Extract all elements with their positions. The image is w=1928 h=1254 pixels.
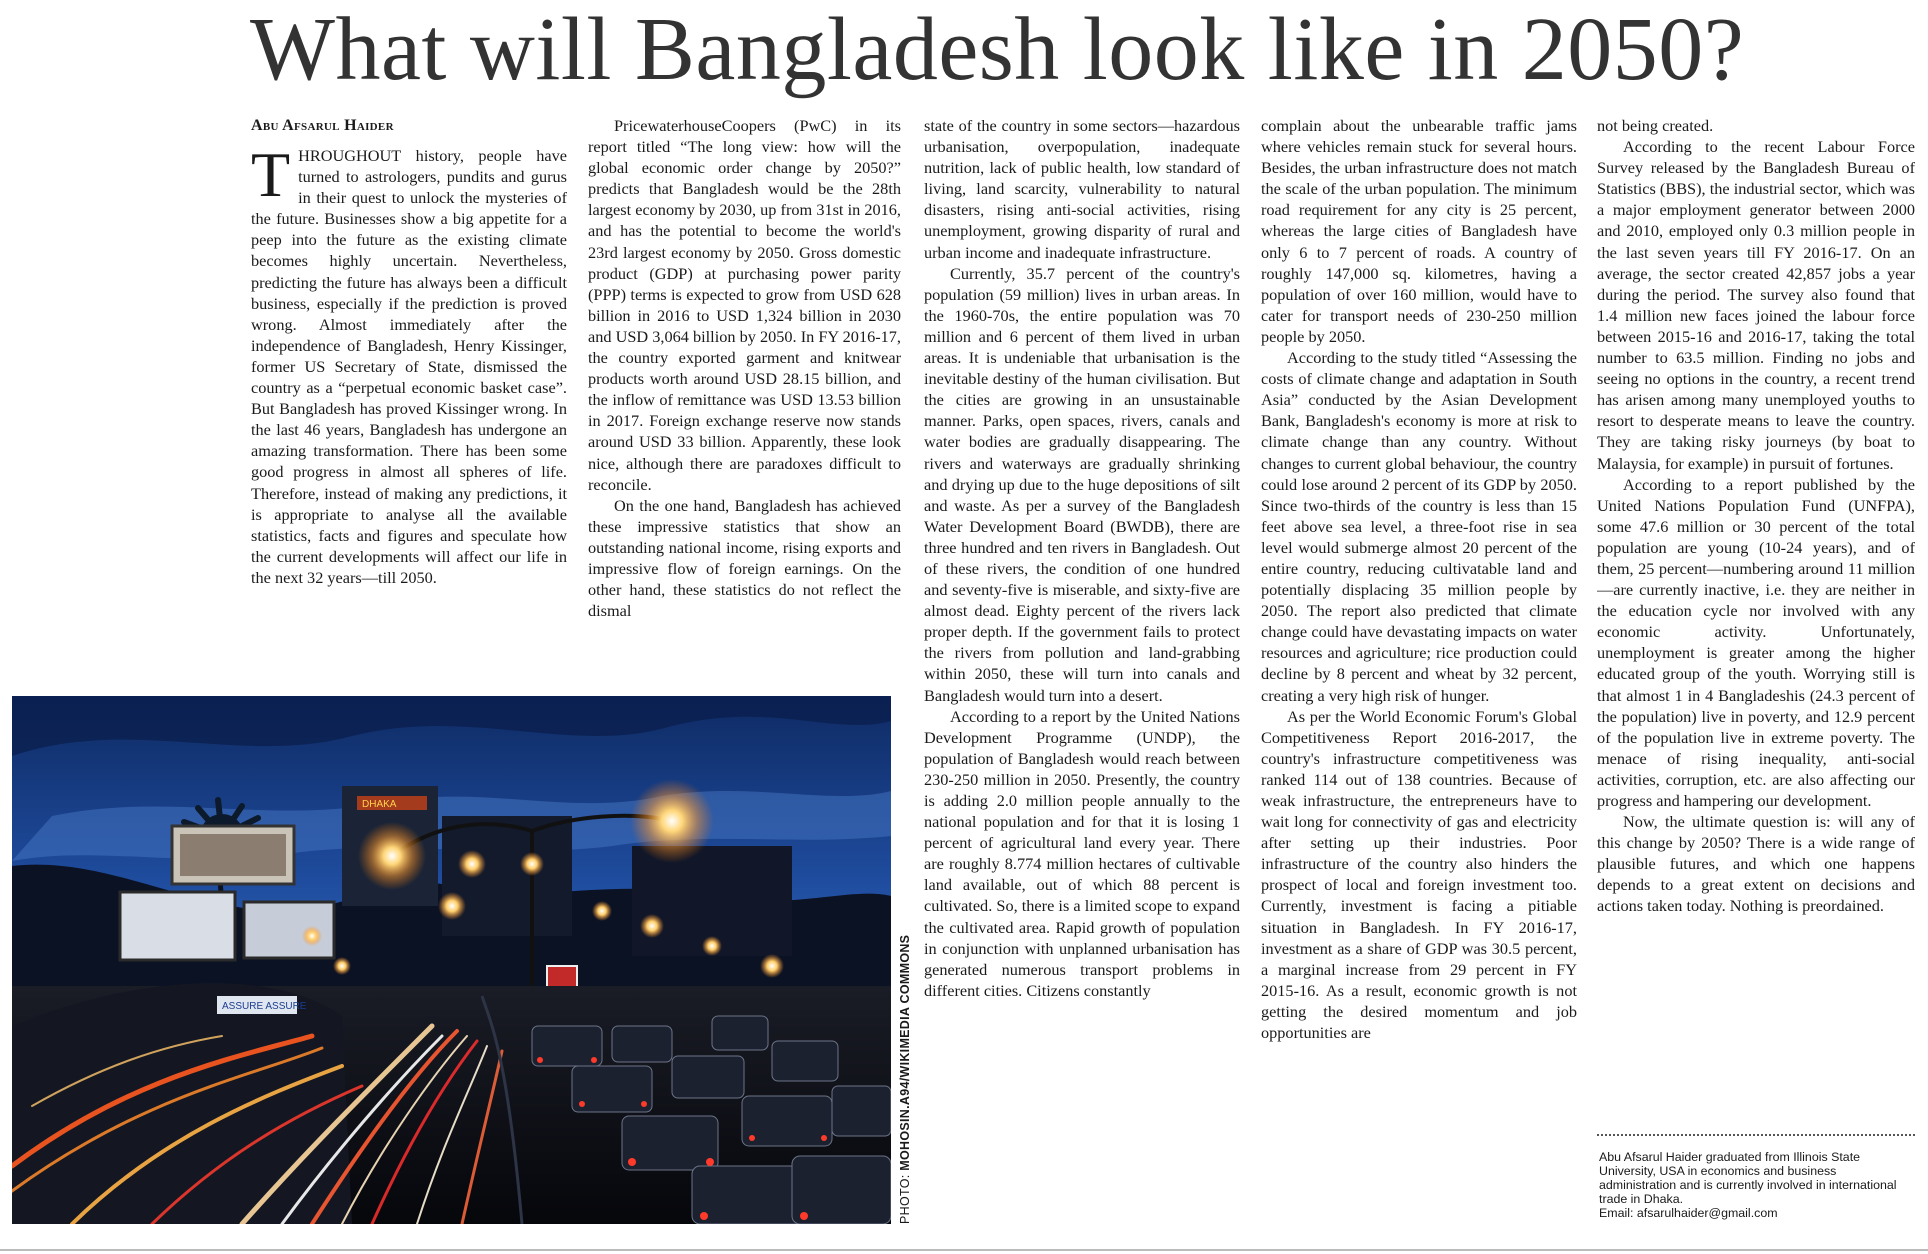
divider xyxy=(1597,1134,1915,1136)
lead-in-smallcaps: HROUGHOUT xyxy=(298,146,402,165)
headline: What will Bangladesh look like in 2050? xyxy=(250,0,1745,99)
page-bottom-rule xyxy=(0,1249,1928,1251)
photo-credit-name: MOHOSIN.A94/WIKIMEDIA COMMONS xyxy=(898,934,912,1171)
photo-credit-prefix: PHOTO: xyxy=(898,1174,912,1224)
city-traffic-photo xyxy=(12,696,891,1224)
paragraph: On the one hand, Bangladesh has achieved these impressive statistics that show an outstanding national income, rising exports and impressive flow of foreign earnings. On the other hand, these statistics do not reflect the dismal xyxy=(588,495,901,621)
paragraph: PricewaterhouseCoopers (PwC) in its report titled “The long view: how will the global economic order change by 2050?” predicts that Bangladesh would be the 28th largest economy by 2030, up from 31st in 2016, and has the potential to become the world's 23rd largest economy by 2050. Gross domestic product (GDP) at purchasing power parity (PPP) terms is expected to grow from USD 628 billion in 2016 to USD 1,324 billion in 2030 and USD 3,064 billion by 2050. In FY 2016-17, the country exported garment and knitwear products worth around USD 28.15 billion, and the inflow of remittance was USD 13.53 billion in 2017. Foreign exchange reserve now stands around USD 33 billion. Apparently, these look nice, although there are paradoxes difficult to reconcile. xyxy=(588,116,901,494)
paragraph: As per the World Economic Forum's Global Competitiveness Report 2016-2017, the country's infrastructure competitiveness was ranked 114 out of 138 countries. Because of weak infrastructure, the entrepreneurs have to wait long for connectivity of gas and electricity after setting up their industries. Poor infrastructure of the country also hinders the prospect of local and foreign investment too. Currently, investment is facing a pitiable situation in Bangladesh. In FY 2016-17, investment as a share of GDP was 30.5 percent, a marginal increase from 29 percent in FY 2015-16. As a result, economic growth is not getting the desired momentum and job opportunities are xyxy=(1261,706,1577,1043)
paragraph: complain about the unbearable traffic jams where vehicles remain stuck for several hours. Besides, the urban infrastructure does not match the scale of the urban population. The minimum road requirement for any city is 25 percent, whereas the large cities of Bangladesh have only 6 to 7 percent of roads. A country of roughly 147,000 sq. kilometres, having a population of over 160 million, would have to cater for transport needs of 230-250 million people by 2050. xyxy=(1261,116,1577,346)
byline: Abu Afsarul Haider xyxy=(251,117,394,134)
paragraph: According to a report published by the United Nations Population Fund (UNFPA), some 47.6 million or 30 percent of the total population are young (10-24 years), and of them, 25 percent—numbering around 11 million—are currently inactive, i.e. they are neither in the education cycle nor involved with any economic activity. Unfortunately, unemployment is greater among the higher educated group of the youth. Worrying still is that almost 1 in 4 Bangladeshis (24.3 percent of the population) live in poverty, and 12.9 percent of the population live in extreme poverty. The menace of rising inequality, anti-social activities, corruption, etc. are also affecting our progress and hampering our development. xyxy=(1597,474,1915,810)
paragraph: According to a report by the United Nations Development Programme (UNDP), the population of Bangladesh would reach between 230-250 million in 2050. Presently, the country is adding 2.0 million people annually to the national population and for that it is losing 1 percent of agricultural land every year. There are roughly 8.774 million hectares of cultivable land available, out of which 88 percent is cultivated. So, there is a limited scope to expand the cultivated area. Rapid growth of population in conjunction with unplanned urbanisation has generated numerous transport problems in different cities. Citizens constantly xyxy=(924,706,1240,1000)
article-column-5 xyxy=(1597,115,1915,1125)
paragraph: Currently, 35.7 percent of the country's population (59 million) lives in urban areas. In the 1960-70s, the entire population was 70 million and 6 percent of them lived in urban areas. It is undeniable that urbanisation is the inevitable destiny of the human civilisation. But the cities are growing in an unsustainable manner. Parks, open spaces, rivers, canals and water bodies are gradually disappearing. The rivers and waterways are gradually shrinking and drying up due to the huge depositions of silt and waste. As per a survey of the Bangladesh Water Development Board (BWDB), there are three hundred and ten rivers in Bangladesh. Out of these rivers, the condition of one hundred and seventy-five is miserable, and sixty-five are almost dead. Eighty percent of the rivers lack proper depth. If the government fails to protect the rivers from pollution and land-grabbing within 2050, these will turn into canals and Bangladesh would turn into a desert. xyxy=(924,263,1240,705)
paragraph: According to the study titled “Assessing the costs of climate change and adaptation in South Asia” conducted by the Asian Development Bank, Bangladesh's economy is more at risk to climate change than any country. Without changes to current global behaviour, the country could lose around 2 percent of its GDP by 2050. Since two-thirds of the country is less than 15 feet above sea level, a three-foot rise in sea level would submerge almost 20 percent of the entire country, reducing cultivatable land and potentially displacing 35 million people by 2050. The report also predicted that climate change could have devastating impacts on water resources and agriculture; rice production could decline by 8 percent and wheat by 32 percent, creating a very high risk of hunger. xyxy=(1261,348,1577,705)
article-column-1 xyxy=(251,145,567,675)
author-bio: Abu Afsarul Haider graduated from Illinois State University, USA in economics and business administration and is currently involved in international trade in Dhaka. Email: afsarulhaider@gmail.com xyxy=(1599,1150,1897,1220)
drop-cap: T xyxy=(251,145,291,210)
article-column-3 xyxy=(924,115,1240,1235)
rooftop-sign-text: DHAKA xyxy=(362,799,397,810)
paragraph-text: history, people have turned to astrologers, pundits and gurus in their quest to unlock the mysteries of the future. Businesses show a big appetite for a peep into the future as the existing climate becomes highly uncertain. Nevertheless, predicting the future has always been a difficult business, especially if the prediction is proved wrong. Almost immediately after the independence of Bangladesh, Henry Kissinger, former US Secretary of State, dismissed the country as a “perpetual economic basket case”. But Bangladesh has proved Kissinger wrong. In the last 46 years, Bangladesh has undergone an amazing transformation. There has been some good progress in almost all spheres of life. Therefore, instead of making any predictions, it is appropriate to analyse all the available statistics, facts and figures and speculate how the current developments will affect our life in the next 32 years—till 2050. xyxy=(251,146,567,587)
article-column-4 xyxy=(1261,115,1577,1235)
paragraph: Now, the ultimate question is: will any of this change by 2050? There is a wide range of plausible futures, and which one happens depends to a great extent on decisions and actions taken today. Nothing is preordained. xyxy=(1597,812,1915,916)
article-column-2 xyxy=(588,115,901,675)
billboard-text: ASSURE ASSURE xyxy=(222,1001,307,1012)
photo-credit xyxy=(890,934,1210,1224)
paragraph: not being created. xyxy=(1597,116,1714,135)
paragraph xyxy=(251,145,567,588)
paragraph: According to the recent Labour Force Survey released by the Bangladesh Bureau of Statistics (BBS), the industrial sector, which was a major employment generator between 2000 and 2010, employed only 0.3 million people in the last seven years till FY 2016-17. On an average, the sector created 42,857 jobs a year during the period. The survey also found that 1.4 million new faces joined the labour force between 2015-16 and 2016-17, taking the total number to 63.5 million. Finding no jobs and seeing no options in the country, a recent trend has arisen among many unemployed youths to resort to desperate means to leave the country. They are taking risky journeys (by boat to Malaysia, for example) in pursuit of fortunes. xyxy=(1597,137,1915,473)
paragraph: state of the country in some sectors—hazardous urbanisation, overpopulation, inadequate nutrition, lack of public health, low standard of living, land scarcity, vulnerability to natural disasters, rising anti-social activities, rising unemployment, growing disparity of rural and urban income and inadequate infrastructure. xyxy=(924,116,1240,262)
